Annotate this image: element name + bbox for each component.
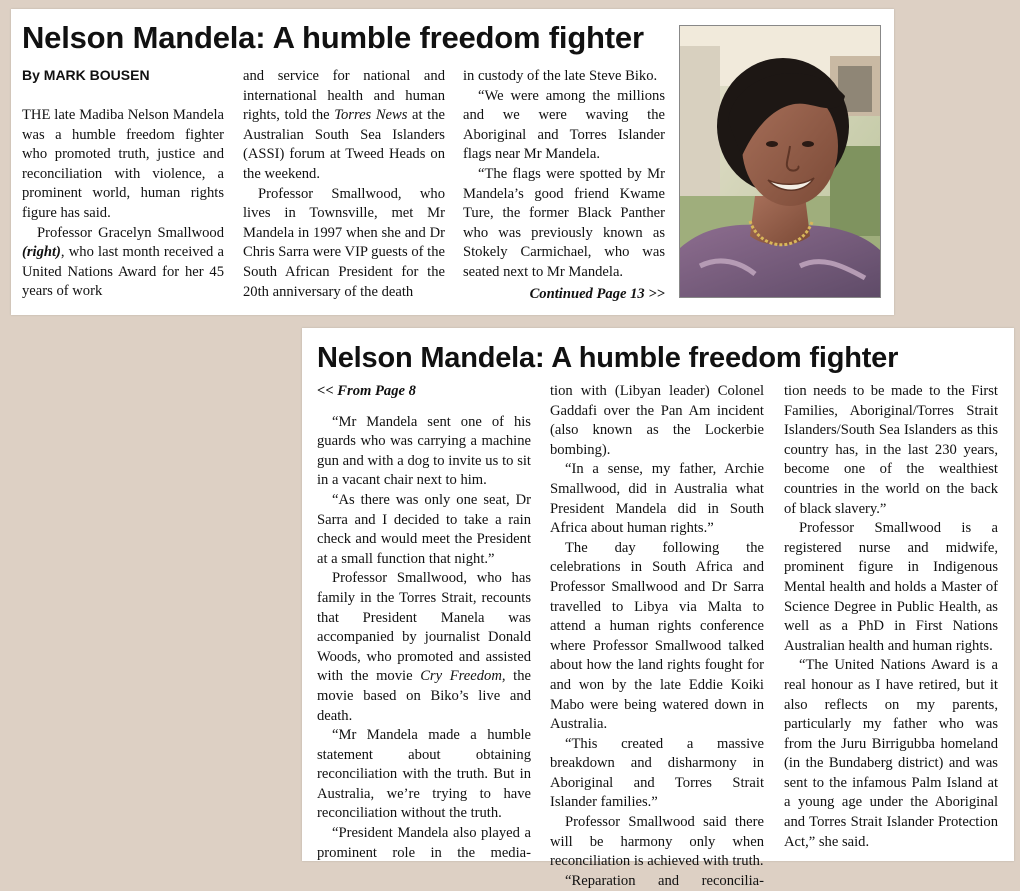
paragraph: THE late Madiba Nelson Mandela was a humble freedom fighter who promoted truth, justice and reconciliation with violence, a prominent world, human rights figure has said.	[22, 107, 224, 221]
paragraph: Professor Smallwood, who has family in the Torres Strait, recounts that President Manela was accompanied by journalist Donald Woods, who promoted and assisted with the movie Cry Freedom, the movie based on Biko’s live and death.	[317, 570, 531, 724]
paragraph: “As there was only one seat, Dr Sarra and I decided to take a rain check and would meet the President at a small function that night.”	[317, 491, 531, 567]
paragraph: “We were among the millions and we were waving the Aboriginal and Torres Islander flags near Mr Mandela.	[463, 87, 665, 163]
from-page-jump-line: << From Page 8	[317, 383, 416, 399]
continued-jump-line: Continued Page 13 >>	[529, 285, 665, 302]
paragraph: “The United Nations Award is a real honour as I have retired, but it also reflects on my parents, particularly my father who was from the Juru Birrigubba homeland (in the Bundaberg district) and was sent to the infamous Palm Island at a young age under the Aboriginal and Torres Strait Islander Protection Act,” she said.	[784, 657, 998, 850]
paragraph: tion with (Libyan leader) Colonel Gaddafi over the Pan Am incident (also known as the Lockerbie bombing).	[550, 383, 764, 458]
publication-name: Torres News	[334, 107, 408, 124]
article-column-1	[22, 106, 224, 302]
article-column-2	[243, 67, 445, 302]
paragraph: “This created a massive breakdown and disharmony in Aboriginal and Torres Strait Islander families.”	[550, 735, 764, 811]
paragraph: tion needs to be made to the First Families, Aboriginal/Torres Strait Islanders/South Sea Islanders as this country has, in the last 230 years, become one of the wealthiest countries in the world on the back of black slavery.”	[784, 383, 998, 517]
film-title: Cry Freedom,	[420, 668, 506, 685]
paragraph: and service for national and international health and human rights, told the Torres News at the Australian South Sea Islanders (ASSI) forum at Tweed Heads on the weekend.	[243, 68, 445, 182]
paragraph: The day following the celebrations in South Africa and Professor Smallwood and Dr Sarra travelled to Libya via Malta to attend a human rights conference where Professor Smallwood talked about how the land rights fought for and won by the late Eddie Koiki Mabo were being watered down in Australia.	[550, 539, 764, 733]
article-column-2	[550, 382, 764, 891]
paragraph: Professor Smallwood is a registered nurse and midwife, prominent figure in Indigenous Mental health and holds a Master of Science Degree in Public Health, as well as a PhD in First Nations Australian health and human rights.	[784, 520, 998, 654]
paragraph: in custody of the late Steve Biko.	[463, 68, 658, 84]
paragraph: “President Mandela also played a prominent role in the media-	[317, 825, 531, 861]
article-column-3	[784, 382, 998, 852]
portrait-photo	[679, 25, 881, 298]
paragraph: “In a sense, my father, Archie Smallwood, did in Australia what President Mandela did in South Africa about human rights.”	[550, 461, 764, 537]
paragraph: “The flags were spotted by Mr Mandela’s good friend Kwame Ture, the former Black Panther who was previously known as Stokely Carmichael, who was seated next to Mr Mandela.	[463, 165, 665, 280]
headline: Nelson Mandela: A humble freedom fighter	[22, 20, 644, 55]
article-clipping-page-13	[302, 328, 1014, 889]
headline: Nelson Mandela: A humble freedom fighter	[317, 342, 899, 374]
paragraph: Professor Gracelyn Smallwood (right), who last month received a United Nations Award for her 45 years of work	[22, 224, 224, 300]
article-clipping-page-8	[11, 9, 894, 315]
paragraph: “Mr Mandela sent one of his guards who was carrying a machine gun and with a dog to invite us to sit in a vacant chair next to him.	[317, 413, 531, 489]
paragraph: “Mr Mandela made a humble statement about obtaining reconciliation with the truth. But in Australia, we’re trying to have reconciliation without the truth.	[317, 727, 531, 822]
byline: By MARK BOUSEN	[22, 67, 150, 83]
paragraph: “Reparation and reconcilia-	[565, 872, 764, 889]
paragraph: Professor Smallwood, who lives in Townsville, met Mr Mandela in 1997 when she and Dr Chris Sarra were VIP guests of the South African President for the 20th anniversary of the death	[243, 185, 445, 300]
article-column-3	[463, 67, 665, 304]
photo-reference: (right)	[22, 244, 61, 261]
article-column-1	[317, 382, 531, 863]
paragraph: Professor Smallwood said there will be harmony only when reconciliation is achieved with truth.	[550, 814, 764, 870]
